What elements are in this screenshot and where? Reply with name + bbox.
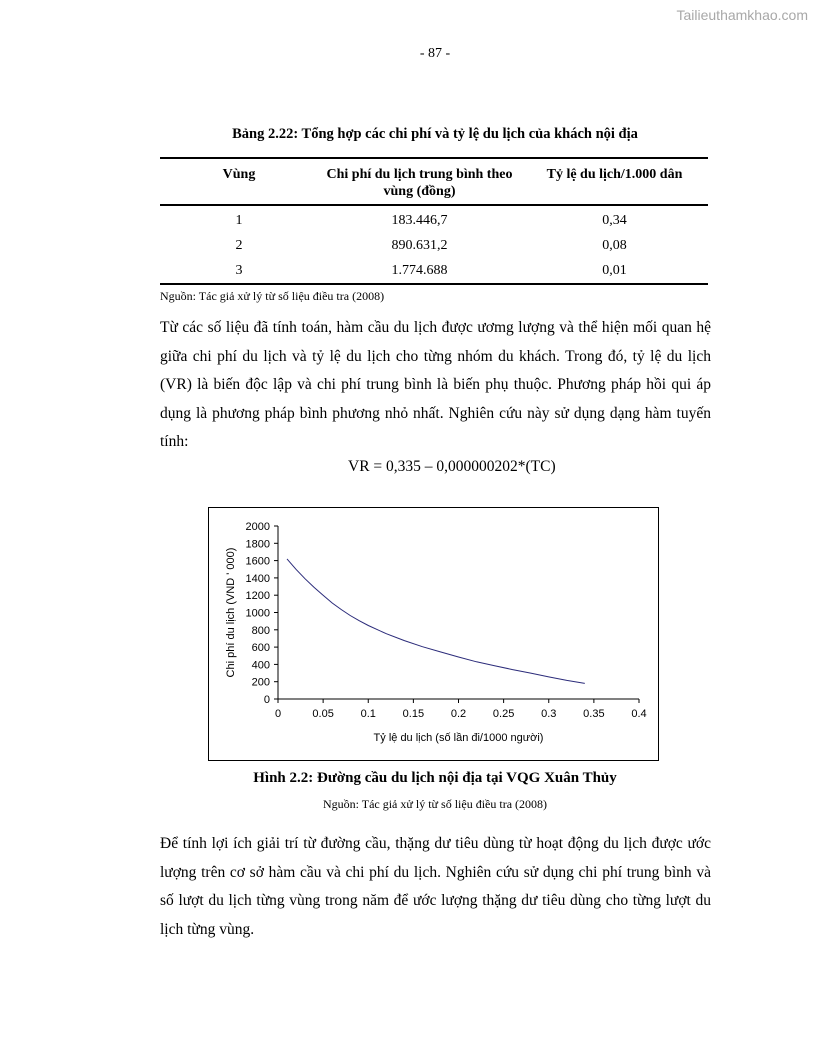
figure-source: Nguồn: Tác giả xử lý từ số liệu điều tra (2008): [322, 797, 548, 811]
cell-region: 2: [235, 238, 243, 253]
header-travel-rate: Tỷ lệ du lịch/1.000 dân: [546, 167, 683, 182]
cell-travel-rate: 0,34: [602, 213, 627, 228]
paragraph-consumer-surplus: Để tính lợi ích giải trí từ đường cầu, thặng dư tiêu dùng từ hoạt động du lịch được ước lượng trên cơ sở hàm cầu và chi phí du lịch. Nghiên cứu sử dụng chi phí trung bình và số lượt du lịch từng vùng trong năm để ước lượng thặng dư tiêu dùng cho từng lượt du lịch từng vùng.: [160, 835, 711, 938]
x-tick-label: 0.3: [541, 708, 557, 720]
cell-travel-rate: 0,08: [602, 238, 627, 253]
cell-travel-rate: 0,01: [602, 263, 627, 278]
demand-curve-line: [287, 559, 585, 684]
regression-equation: VR = 0,335 – 0,000000202*(TC): [348, 458, 556, 475]
cost-table: [160, 157, 708, 285]
cell-avg-cost: 1.774.688: [391, 263, 448, 278]
y-tick-label: 200: [251, 676, 270, 689]
y-tick-label: 800: [251, 624, 270, 637]
x-tick-label: 0.05: [312, 708, 334, 720]
x-tick-label: 0.1: [360, 708, 376, 720]
x-tick-label: 0: [274, 708, 282, 720]
x-tick-label: 0.25: [492, 708, 515, 720]
demand-curve-chart: [208, 507, 659, 761]
x-tick-label: 0.2: [450, 708, 467, 720]
table-row: [160, 258, 708, 284]
y-axis-label: Chi phí du lịch (VND ' 000): [225, 547, 237, 678]
y-tick-label: 400: [251, 659, 270, 672]
y-tick-label: 1400: [245, 572, 270, 585]
y-tick-label: 2000: [245, 521, 270, 533]
y-tick-label: 0: [263, 694, 270, 706]
paragraph-demand-function: Từ các số liệu đã tính toán, hàm cầu du lịch được ươmg lượng và thể hiện mối quan hệ giữa chi phí du lịch và tỷ lệ du lịch cho từng nhóm du khách. Trong đó, tỷ lệ du lịch (VR) là biến độc lập và chi phí trung bình là biến phụ thuộc. Phương pháp hồi qui áp dụng là phương pháp bình phương nhỏ nhất. Nghiên cứu này sử dụng dạng hàm tuyến tính:: [160, 319, 711, 450]
cell-avg-cost: 183.446,7: [391, 213, 448, 228]
y-tick-label: 1800: [245, 538, 270, 551]
cell-region: 1: [235, 213, 243, 228]
page-number: - 87 -: [419, 46, 451, 61]
watermark: Tailieuthamkhao.com: [676, 7, 808, 23]
y-tick-label: 1600: [245, 555, 270, 568]
table-source: Nguồn: Tác giả xử lý từ số liệu điều tra (2008): [160, 289, 385, 303]
y-tick-label: 1000: [245, 607, 270, 620]
figure-caption: Hình 2.2: Đường cầu du lịch nội địa tại VQG Xuân Thủy: [253, 770, 617, 786]
y-tick-label: 1200: [245, 590, 270, 603]
chart-svg: [209, 508, 660, 762]
cell-avg-cost: 890.631,2: [391, 238, 448, 253]
y-tick-label: 600: [251, 642, 270, 655]
table-row: [160, 205, 708, 233]
table-header-row: [160, 158, 708, 205]
header-avg-cost: Chi phí du lịch trung bình theo vùng (đồng): [326, 167, 513, 199]
header-region: Vùng: [222, 167, 256, 182]
x-tick-label: 0.15: [402, 708, 425, 720]
table-row: [160, 233, 708, 258]
table-title: Bảng 2.22: Tổng hợp các chi phí và tỷ lệ du lịch của khách nội địa: [232, 126, 638, 142]
x-tick-label: 0.35: [583, 708, 605, 720]
x-tick-label: 0.4: [631, 708, 647, 720]
cell-region: 3: [235, 263, 243, 278]
x-axis-label: Tỷ lệ du lịch (số lần đi/1000 người): [373, 732, 544, 744]
